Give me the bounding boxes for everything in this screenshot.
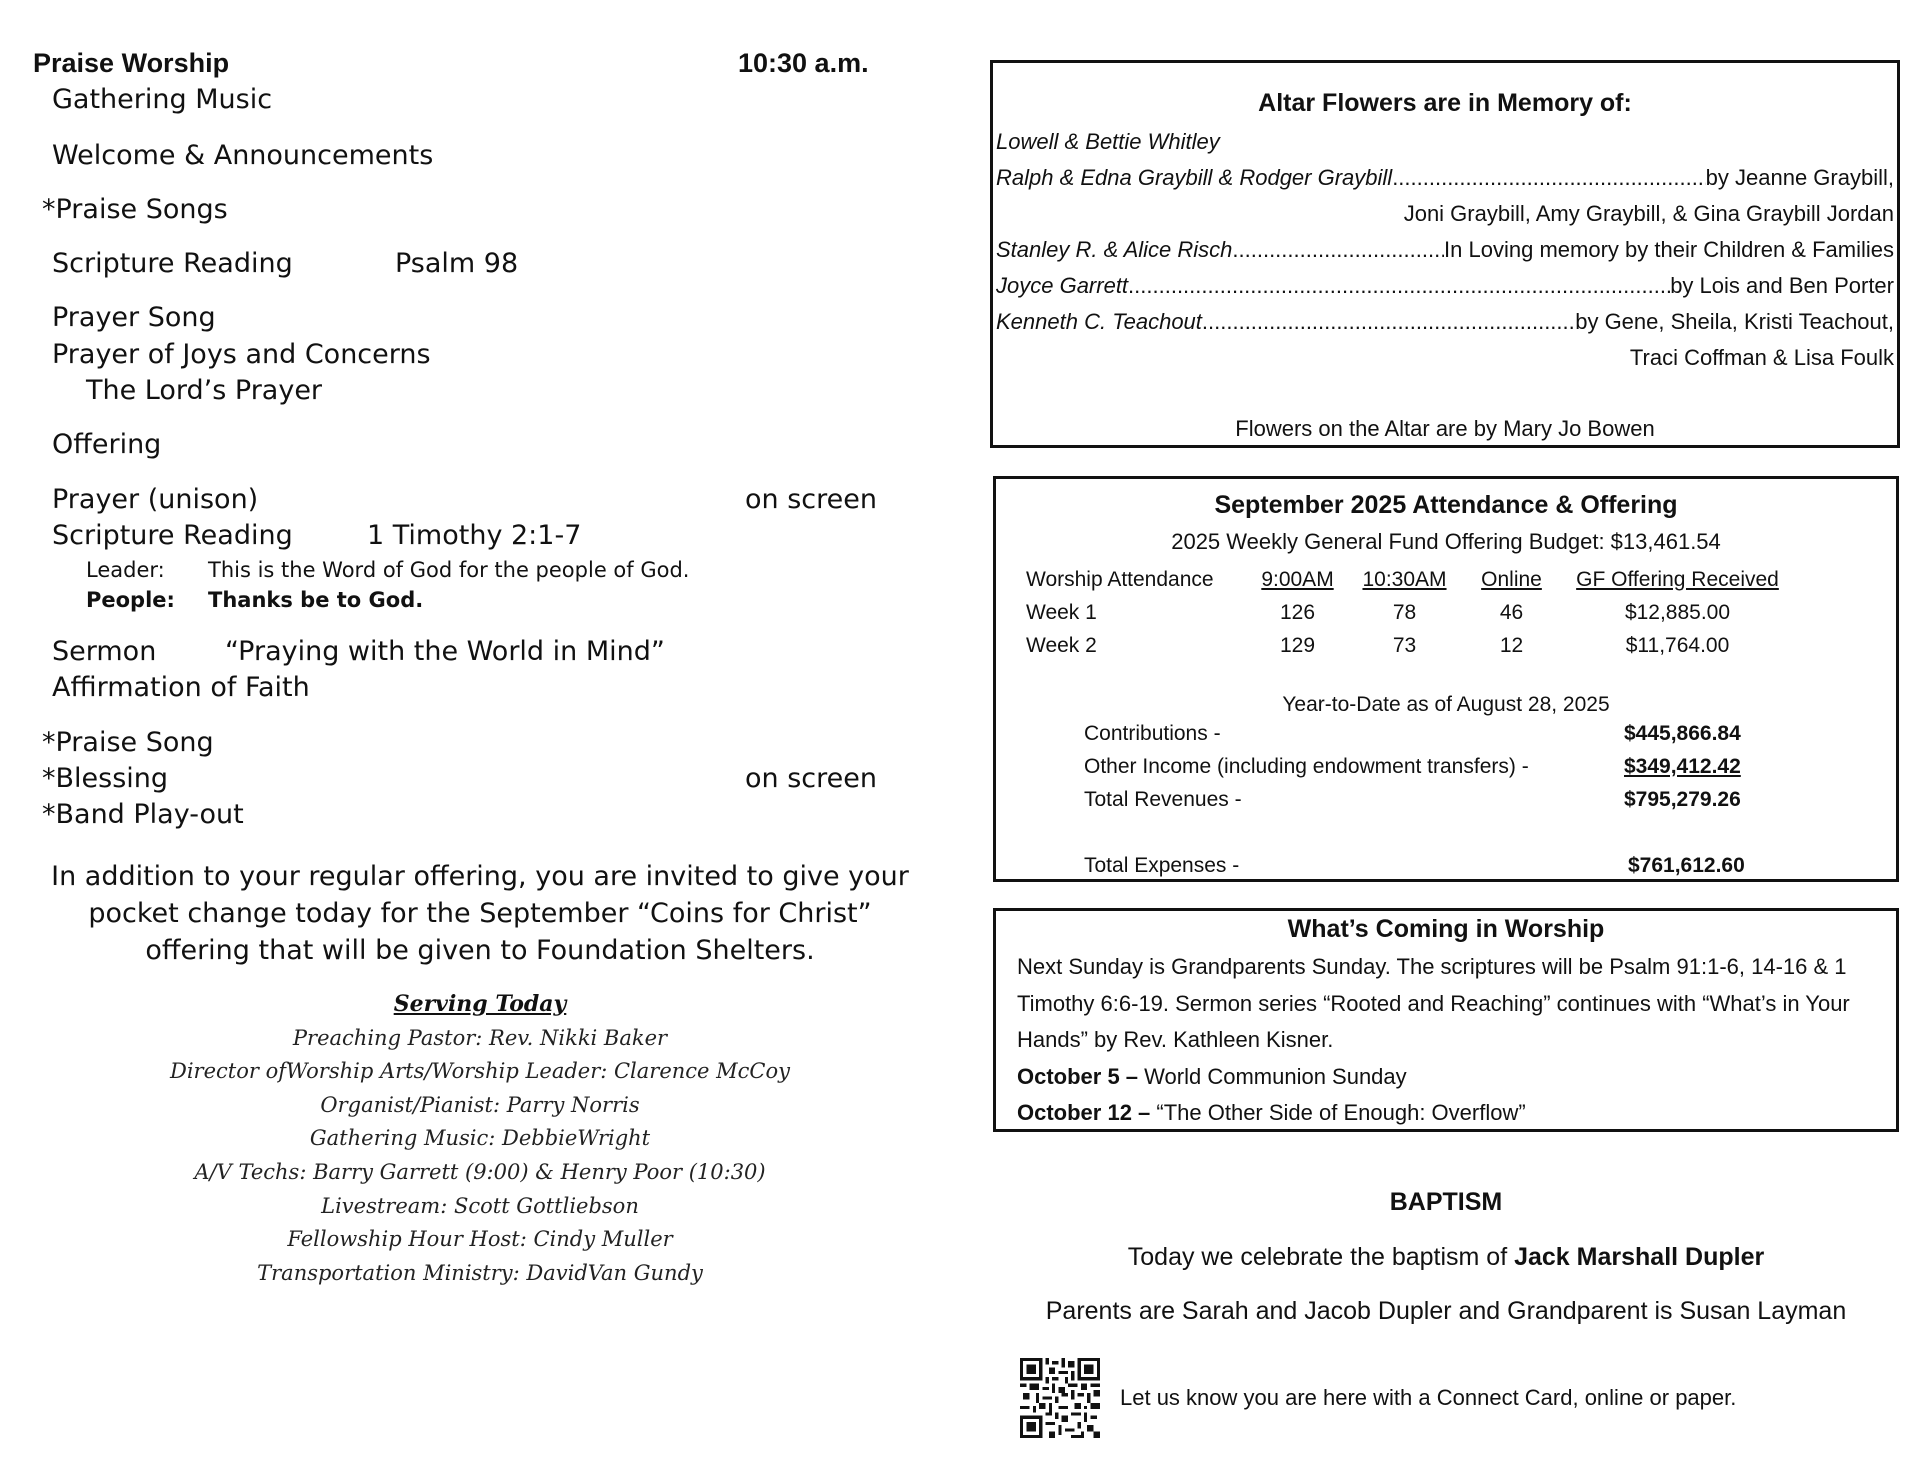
baptism-title: BAPTISM [1389,1188,1503,1216]
leader-dots [1128,273,1670,299]
praise-songs: *Praise Songs [42,194,228,225]
welcome-announcements: Welcome & Announcements [52,140,434,171]
flowers-line [996,129,1894,163]
leader-text: This is the Word of God for the people of God. [208,558,690,582]
invite-line-1: In addition to your regular offering, you are invited to give your [51,861,909,892]
sermon-label: Sermon [52,636,157,667]
baptism-line-1 [993,1243,1899,1272]
table-row [1026,596,1790,629]
altar-flowers-title: Altar Flowers are in Memory of: [1258,89,1632,117]
table-cell: 73 [1392,633,1417,657]
table-row [1084,783,1774,816]
altar-flowers-box [990,60,1900,448]
whats-coming-body [1017,949,1877,1132]
ytd-label: Other Income (including endowment transfers) - [1084,754,1529,778]
table-cell: 126 [1279,600,1316,624]
people-label: People: [86,588,175,612]
attendance-title: September 2025 Attendance & Offering [1214,491,1678,519]
serving-line: A/V Techs: Barry Garrett (9:00) & Henry Poor (10:30) [194,1159,766,1184]
memorial-name: Stanley R. & Alice Risch [996,237,1233,262]
flowers-line [996,273,1894,307]
sermon-title: “Praying with the World in Mind” [225,636,665,667]
prayer-song: Prayer Song [52,302,216,333]
memorial-donor: Traci Coffman & Lisa Foulk [1629,345,1894,370]
leader-dots [1232,237,1444,263]
whats-coming-box [993,908,1899,1132]
table-cell: Week 2 [1026,633,1097,657]
coming-item [1017,1059,1877,1096]
table-cell: 12 [1499,633,1524,657]
table-cell: 78 [1392,600,1417,624]
ytd-value: $445,866.84 [1624,721,1741,745]
ytd-table [1084,717,1774,882]
service-title: Praise Worship [33,48,230,78]
praise-song: *Praise Song [42,727,214,758]
baptism-line-2: Parents are Sarah and Jacob Dupler and Grandparent is Susan Layman [1045,1297,1847,1325]
ytd-value: $349,412.42 [1624,754,1741,778]
table-row [1084,816,1774,849]
leader-label: Leader: [86,558,165,582]
memorial-name: Joyce Garrett [996,273,1129,298]
flowers-line [996,165,1894,199]
ytd-title: Year-to-Date as of August 28, 2025 [1282,693,1610,716]
serving-line: Transportation Ministry: DavidVan Gundy [257,1260,703,1285]
offering: Offering [52,429,162,460]
service-time: 10:30 a.m. [738,48,869,78]
ytd-label: Total Revenues - [1084,787,1242,811]
coming-date: October 12 – [1017,1100,1151,1125]
memorial-name: Kenneth C. Teachout [996,309,1202,334]
serving-line: Fellowship Hour Host: Cindy Muller [287,1227,673,1252]
leader-dots [1392,165,1705,191]
coming-event: “The Other Side of Enough: Overflow” [1150,1100,1526,1125]
budget-line: 2025 Weekly General Fund Offering Budget: $13,461.54 [1171,529,1721,554]
lords-prayer: The Lord’s Prayer [86,375,323,406]
table-row [1084,717,1774,750]
scripture-reference-2: 1 Timothy 2:1-7 [367,520,582,551]
memorial-donor: by Gene, Sheila, Kristi Teachout, [1575,309,1894,334]
gathering-music: Gathering Music [52,84,273,115]
column-header: GF Offering Received [1576,567,1779,591]
altar-flowers-footer: Flowers on the Altar are by Mary Jo Bowen [1235,416,1655,441]
scripture-reading-1: Scripture Reading [52,248,293,279]
table-row [1084,750,1774,783]
ytd-value: $761,612.60 [1628,853,1745,877]
ytd-label: Contributions - [1084,721,1221,745]
serving-title: Serving Today [393,991,567,1017]
blessing: *Blessing [42,763,169,794]
column-header: Worship Attendance [1026,567,1214,591]
coming-paragraph: Next Sunday is Grandparents Sunday. The scriptures will be Psalm 91:1-6, 14-16 & 1 Timothy 6:6-19. Sermon series “Rooted and Reaching” continues with “What’s in Your Hands” by Rev. Kathleen Kisner. [1017,954,1850,1052]
affirmation-of-faith: Affirmation of Faith [52,672,310,703]
people-text: Thanks be to God. [208,588,424,612]
invite-line-2: pocket change today for the September “Coins for Christ” [88,898,872,929]
table-row [1084,849,1774,882]
column-header: 10:30AM [1362,567,1447,591]
flowers-line [996,345,1894,379]
flowers-line [996,309,1894,343]
memorial-donor: Joni Graybill, Amy Graybill, & Gina Graybill Jordan [1403,201,1894,226]
table-cell: 129 [1279,633,1316,657]
serving-line: Gathering Music: DebbieWright [309,1126,651,1151]
ytd-label: Total Expenses - [1084,853,1240,877]
coming-event: World Communion Sunday [1138,1063,1407,1089]
on-screen-note-1: on screen [745,484,877,515]
attendance-offering-box [993,476,1899,882]
prayer-of-joys: Prayer of Joys and Concerns [52,339,431,370]
attendance-table [1026,563,1790,662]
serving-line: Director ofWorship Arts/Worship Leader: Clarence McCoy [170,1059,790,1084]
serving-line: Preaching Pastor: Rev. Nikki Baker [292,1025,668,1050]
table-row [1026,629,1790,662]
on-screen-note-2: on screen [745,763,877,794]
scripture-reading-2: Scripture Reading [52,520,293,551]
table-cell: $12,885.00 [1624,600,1731,624]
serving-today [150,988,810,1290]
qr-code-icon[interactable] [1020,1358,1100,1438]
table-header-row [1026,563,1790,596]
coins-for-christ-invite [30,858,930,969]
memorial-donor: by Jeanne Graybill, [1705,165,1894,190]
ytd-value: $795,279.26 [1624,787,1741,811]
flowers-line [996,201,1894,235]
table-cell: Week 1 [1026,600,1097,624]
coming-date: October 5 – [1017,1063,1139,1089]
baptism-name: Jack Marshall Dupler [1514,1243,1765,1271]
table-cell: 46 [1499,600,1524,624]
band-playout: *Band Play-out [42,799,244,830]
memorial-donor: by Lois and Ben Porter [1670,273,1894,298]
serving-line: Organist/Pianist: Parry Norris [320,1092,640,1117]
memorial-donor: In Loving memory by their Children & Families [1444,237,1894,262]
scripture-reference-1: Psalm 98 [395,248,519,279]
column-header: Online [1481,567,1542,591]
flowers-line [996,237,1894,271]
memorial-name: Lowell & Bettie Whitley [996,129,1220,154]
serving-line: Livestream: Scott Gottliebson [321,1193,639,1218]
baptism-text: Today we celebrate the baptism of [1127,1243,1515,1271]
whats-coming-title: What’s Coming in Worship [1287,915,1605,943]
coming-item [1017,1095,1877,1132]
invite-line-3: offering that will be given to Foundation Shelters. [145,935,815,966]
table-cell: $11,764.00 [1625,633,1730,657]
column-header: 9:00AM [1261,567,1334,591]
connect-card-text: Let us know you are here with a Connect Card, online or paper. [1120,1385,1737,1410]
leader-dots [1202,309,1575,335]
prayer-unison: Prayer (unison) [52,484,259,515]
memorial-name: Ralph & Edna Graybill & Rodger Graybill [996,165,1393,190]
